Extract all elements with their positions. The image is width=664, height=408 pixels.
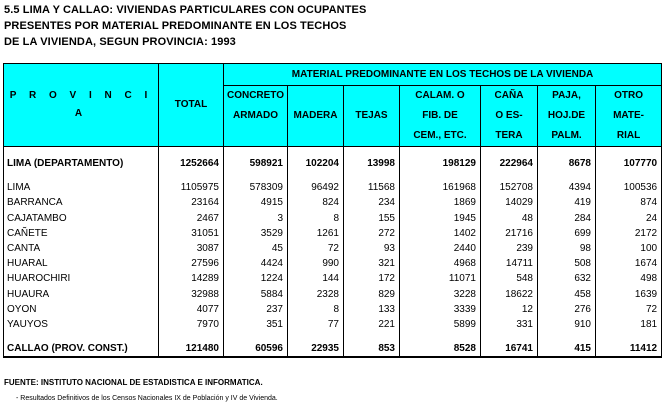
spacer-row — [4, 171, 662, 180]
table-row — [4, 241, 662, 256]
cell-paja: 508 — [538, 256, 596, 271]
cell-total: 7970 — [159, 317, 224, 332]
cell-cana: 14029 — [481, 195, 538, 210]
footer-note: - Resultados Definitivos de los Censos Nacionales IX de Población y IV de Vivienda. — [16, 395, 278, 402]
cell-madera: 77 — [288, 317, 344, 332]
cell-concreto: 237 — [224, 302, 288, 317]
cell-otro: 874 — [596, 195, 662, 210]
header-calamina: CALAM. O FIB. DE CEM., ETC. — [400, 86, 481, 147]
header-cana: CAÑA O ES- TERA — [481, 86, 538, 147]
cell-paja: 284 — [538, 211, 596, 226]
cell-cana: 152708 — [481, 180, 538, 195]
title-line-2: PRESENTES POR MATERIAL PREDOMINANTE EN LOS TECHOS — [4, 20, 347, 32]
cell-provincia: YAUYOS — [4, 317, 159, 332]
cell-total: 27596 — [159, 256, 224, 271]
cell-provincia: CANTA — [4, 241, 159, 256]
cell-madera: 2328 — [288, 287, 344, 302]
table-header — [4, 64, 662, 147]
header-concreto: CONCRETO ARMADO — [224, 86, 288, 147]
cell-paja: 415 — [538, 341, 596, 357]
cell-tejas: 172 — [344, 271, 400, 286]
table-row — [4, 180, 662, 195]
cell-calamina: 8528 — [400, 341, 481, 357]
cell-total: 23164 — [159, 195, 224, 210]
header-material-group: MATERIAL PREDOMINANTE EN LOS TECHOS DE LA VIVIENDA — [224, 64, 662, 86]
cell-tejas: 272 — [344, 226, 400, 241]
cell-madera: 102204 — [288, 156, 344, 171]
cell-madera: 22935 — [288, 341, 344, 357]
cell-cana: 48 — [481, 211, 538, 226]
cell-total: 121480 — [159, 341, 224, 357]
cell-tejas: 221 — [344, 317, 400, 332]
header-madera: MADERA — [288, 86, 344, 147]
cell-total: 2467 — [159, 211, 224, 226]
cell-calamina: 161968 — [400, 180, 481, 195]
cell-otro: 1674 — [596, 256, 662, 271]
cell-madera: 990 — [288, 256, 344, 271]
cell-provincia: LIMA (DEPARTAMENTO) — [4, 156, 159, 171]
cell-madera: 72 — [288, 241, 344, 256]
cell-concreto: 45 — [224, 241, 288, 256]
cell-madera: 96492 — [288, 180, 344, 195]
cell-paja: 4394 — [538, 180, 596, 195]
cell-paja: 8678 — [538, 156, 596, 171]
cell-total: 31051 — [159, 226, 224, 241]
cell-tejas: 13998 — [344, 156, 400, 171]
cell-paja: 699 — [538, 226, 596, 241]
table-row — [4, 287, 662, 302]
cell-total: 32988 — [159, 287, 224, 302]
cell-paja: 458 — [538, 287, 596, 302]
cell-calamina: 3339 — [400, 302, 481, 317]
cell-concreto: 351 — [224, 317, 288, 332]
cell-paja: 632 — [538, 271, 596, 286]
cell-concreto: 5884 — [224, 287, 288, 302]
cell-madera: 824 — [288, 195, 344, 210]
table-row — [4, 211, 662, 226]
cell-calamina: 1945 — [400, 211, 481, 226]
cell-provincia: HUAURA — [4, 287, 159, 302]
cell-tejas: 155 — [344, 211, 400, 226]
spacer-row — [4, 332, 662, 341]
table-row — [4, 195, 662, 210]
table-row — [4, 302, 662, 317]
cell-otro: 100 — [596, 241, 662, 256]
spacer-row — [4, 147, 662, 157]
cell-madera: 8 — [288, 211, 344, 226]
cell-concreto: 4915 — [224, 195, 288, 210]
cell-paja: 276 — [538, 302, 596, 317]
cell-otro: 11412 — [596, 341, 662, 357]
title-line-3: DE LA VIVIENDA, SEGUN PROVINCIA: 1993 — [4, 36, 236, 48]
cell-otro: 2172 — [596, 226, 662, 241]
header-provincia: P R O V I N C I A — [4, 64, 159, 147]
cell-cana: 18622 — [481, 287, 538, 302]
cell-tejas: 93 — [344, 241, 400, 256]
cell-provincia: CALLAO (PROV. CONST.) — [4, 341, 159, 357]
cell-concreto: 60596 — [224, 341, 288, 357]
title-line-1: 5.5 LIMA Y CALLAO: VIVIENDAS PARTICULARES CON OCUPANTES — [4, 4, 367, 16]
cell-tejas: 321 — [344, 256, 400, 271]
cell-cana: 331 — [481, 317, 538, 332]
cell-otro: 24 — [596, 211, 662, 226]
header-total: TOTAL — [159, 64, 224, 147]
cell-otro: 72 — [596, 302, 662, 317]
header-paja: PAJA, HOJ.DE PALM. — [538, 86, 596, 147]
cell-provincia: HUARAL — [4, 256, 159, 271]
header-otro: OTRO MATE- RIAL — [596, 86, 662, 147]
cell-concreto: 4424 — [224, 256, 288, 271]
cell-provincia: BARRANCA — [4, 195, 159, 210]
cell-tejas: 11568 — [344, 180, 400, 195]
cell-madera: 144 — [288, 271, 344, 286]
cell-paja: 910 — [538, 317, 596, 332]
cell-madera: 8 — [288, 302, 344, 317]
cell-tejas: 853 — [344, 341, 400, 357]
cell-calamina: 2440 — [400, 241, 481, 256]
cell-cana: 239 — [481, 241, 538, 256]
table-row — [4, 271, 662, 286]
table-row — [4, 226, 662, 241]
cell-calamina: 5899 — [400, 317, 481, 332]
table-row-callao — [4, 341, 662, 357]
table-row — [4, 256, 662, 271]
header-tejas: TEJAS — [344, 86, 400, 147]
cell-concreto: 598921 — [224, 156, 288, 171]
cell-otro: 181 — [596, 317, 662, 332]
cell-tejas: 234 — [344, 195, 400, 210]
cell-provincia: OYON — [4, 302, 159, 317]
cell-otro: 1639 — [596, 287, 662, 302]
table-row — [4, 317, 662, 332]
cell-otro: 498 — [596, 271, 662, 286]
cell-cana: 222964 — [481, 156, 538, 171]
cell-calamina: 11071 — [400, 271, 481, 286]
cell-tejas: 133 — [344, 302, 400, 317]
cell-cana: 548 — [481, 271, 538, 286]
cell-paja: 98 — [538, 241, 596, 256]
cell-concreto: 578309 — [224, 180, 288, 195]
cell-madera: 1261 — [288, 226, 344, 241]
cell-total: 14289 — [159, 271, 224, 286]
table-body — [4, 147, 662, 358]
cell-otro: 107770 — [596, 156, 662, 171]
cell-concreto: 3 — [224, 211, 288, 226]
cell-provincia: CAJATAMBO — [4, 211, 159, 226]
cell-cana: 21716 — [481, 226, 538, 241]
cell-otro: 100536 — [596, 180, 662, 195]
cell-total: 4077 — [159, 302, 224, 317]
cell-concreto: 3529 — [224, 226, 288, 241]
cell-calamina: 3228 — [400, 287, 481, 302]
cell-total: 3087 — [159, 241, 224, 256]
cell-tejas: 829 — [344, 287, 400, 302]
cell-calamina: 1402 — [400, 226, 481, 241]
cell-provincia: CAÑETE — [4, 226, 159, 241]
report-title — [4, 2, 424, 50]
cell-calamina: 1869 — [400, 195, 481, 210]
cell-total: 1252664 — [159, 156, 224, 171]
cell-total: 1105975 — [159, 180, 224, 195]
cell-calamina: 198129 — [400, 156, 481, 171]
cell-provincia: LIMA — [4, 180, 159, 195]
cell-calamina: 4968 — [400, 256, 481, 271]
cell-paja: 419 — [538, 195, 596, 210]
cell-cana: 12 — [481, 302, 538, 317]
cell-cana: 16741 — [481, 341, 538, 357]
table-row-lima-departamento — [4, 156, 662, 171]
footer-source: FUENTE: INSTITUTO NACIONAL DE ESTADISTICA E INFORMATICA. — [4, 378, 263, 387]
cell-cana: 14711 — [481, 256, 538, 271]
cell-provincia: HUAROCHIRI — [4, 271, 159, 286]
housing-table — [3, 63, 662, 358]
cell-concreto: 1224 — [224, 271, 288, 286]
